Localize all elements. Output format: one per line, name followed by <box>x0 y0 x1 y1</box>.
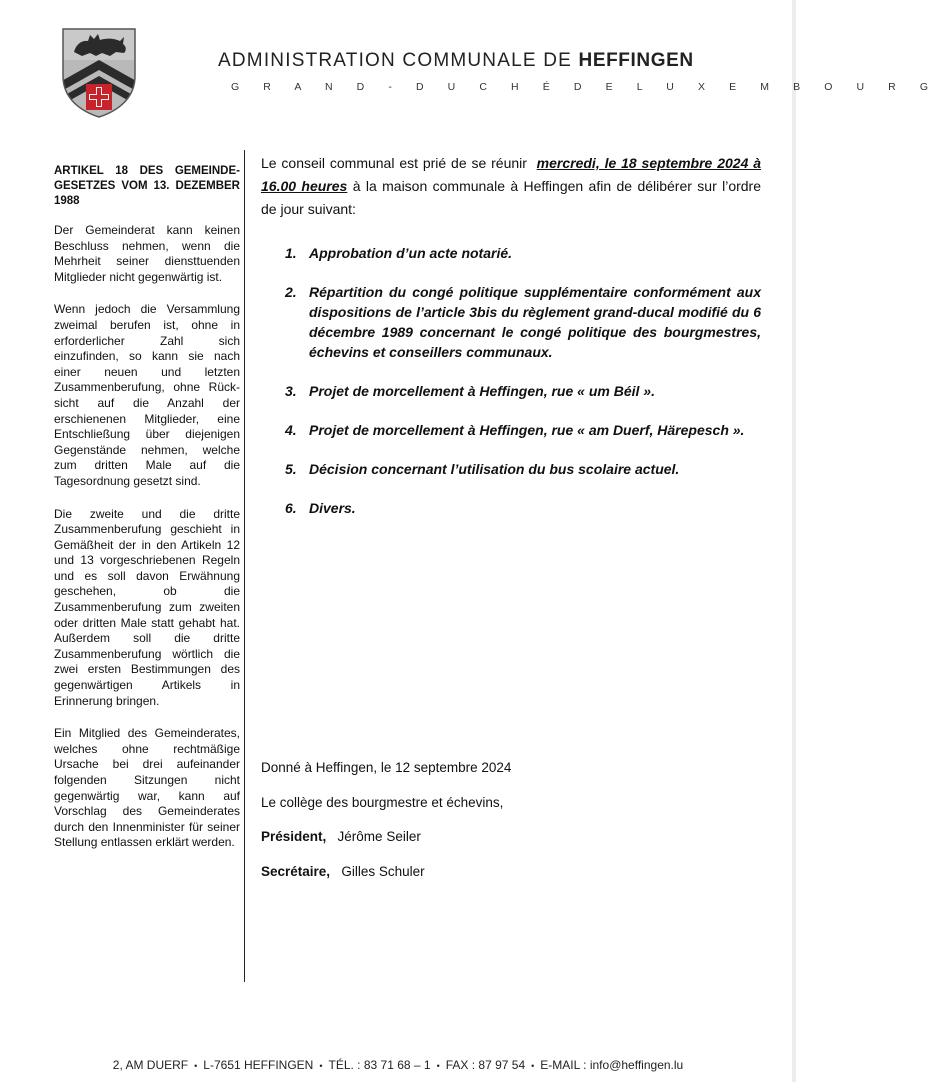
college-line: Le collège des bourgmestre et échevins, <box>261 795 504 810</box>
agenda-item <box>261 459 761 479</box>
sidebar-paragraph: Die zweite und die dritte Zusammenberufung geschieht in Gemäßheit der in den Artikeln 12 und 13 vorgeschriebenen Regeln und es soll davon Erwähnung geschehen, ob die Zusammenberufung zum zweiten oder dritten Male statt gehabt hat. Außerdem soll die dritte Zusammenberufung wörtlich die zwei ersten Bestimmungen des gegenwärtigen Artikels in Erinnerung bringen. <box>54 506 240 708</box>
footer-phone: TÉL. : 83 71 68 – 1 <box>328 1058 431 1072</box>
secretary-label: Secrétaire, <box>261 864 331 879</box>
agenda-item <box>261 420 761 440</box>
agenda-item-text: Répartition du congé politique supplémentaire conformément aux dispositions de l’article 3bis du règlement grand-ducal modifié du 6 décembre 1989 concernant le congé politique des bourgmestres, échevins et conseillers communaux. <box>309 284 761 360</box>
footer-contact <box>0 1058 796 1072</box>
intro-text-before: Le conseil communal est prié de se réunir <box>261 155 527 171</box>
president-label: Président, <box>261 829 327 844</box>
agenda-item <box>261 381 761 401</box>
footer-separator: • <box>436 1061 440 1071</box>
agenda-item-number: 1. <box>285 245 297 261</box>
agenda-item-number: 5. <box>285 461 297 477</box>
agenda-item <box>261 243 761 263</box>
convocation-intro <box>261 152 761 221</box>
sidebar-paragraph: Ein Mitglied des Gemeinderates, welches ohne rechtmäßige Ursache bei drei aufeinander folgenden Sitzungen nicht gegenwärtig war, kann auf Vorschlag des Gemeinderates durch den Innenminister für seiner Stellung entlassen erklärt werden. <box>54 726 240 850</box>
footer-address: 2, AM DUERF <box>112 1058 189 1072</box>
agenda-item-text: Projet de morcellement à Heffingen, rue « am Duerf, Härepesch ». <box>309 422 745 438</box>
legal-sidebar <box>54 164 240 868</box>
footer-separator: • <box>531 1061 535 1071</box>
agenda-item-number: 3. <box>285 383 297 399</box>
secretary-line <box>261 864 425 879</box>
sidebar-heading: ARTIKEL 18 DES GEMEINDE-GESETZES VOM 13. DEZEMBER 1988 <box>54 165 240 207</box>
meeting-date: mercredi, le 18 septembre 2024 à 16.00 heures <box>261 155 762 194</box>
agenda-item-number: 6. <box>285 500 297 516</box>
footer-postal: L-7651 HEFFINGEN <box>203 1058 314 1072</box>
agenda-item <box>261 498 761 518</box>
issue-date-line: Donné à Heffingen, le 12 septembre 2024 <box>261 760 512 775</box>
column-divider <box>244 150 245 982</box>
president-name: Jérôme Seiler <box>337 829 421 844</box>
agenda-item-text: Décision concernant l’utilisation du bus scolaire actuel. <box>309 461 680 477</box>
secretary-name: Gilles Schuler <box>341 864 425 879</box>
footer-separator: • <box>319 1061 323 1071</box>
agenda-item-number: 2. <box>285 284 297 300</box>
footer-email: E-MAIL : info@heffingen.lu <box>540 1058 684 1072</box>
agenda-item-number: 4. <box>285 422 297 438</box>
organization-title <box>218 50 694 72</box>
organization-title-prefix: ADMINISTRATION COMMUNALE DE <box>218 50 579 71</box>
president-line <box>261 829 421 844</box>
sidebar-paragraph: Der Gemeinderat kann keinen Beschluss nehmen, wenn die Mehrheit seiner diensttuenden Mitglieder nicht gegenwärtig ist. <box>54 223 240 284</box>
agenda-item-text: Approbation d’un acte notarié. <box>309 245 513 261</box>
coat-of-arms-icon <box>60 26 138 120</box>
intro-text-after: à la maison communale à Heffingen afin de délibérer sur l’ordre de jour suivant: <box>261 178 762 217</box>
footer-fax: FAX : 87 97 54 <box>445 1058 526 1072</box>
agenda-item-text: Divers. <box>309 500 356 516</box>
page-edge <box>792 0 796 1082</box>
organization-title-municipality: HEFFINGEN <box>578 50 694 71</box>
sidebar-paragraph: Wenn jedoch die Versammlung zweimal berufen ist, ohne in erforderlicher Zahl sich einzufinden, so kann sie nach einer neuen und letzten Zusammenberufung, ohne Rück-sicht auf die Anzahl der erschienenen Mitglieder, eine Entschließung über diejenigen Gegenstände nehmen, welche zum dritten Male auf die Tagesordnung gesetzt sind. <box>54 302 240 488</box>
footer-separator: • <box>194 1061 198 1071</box>
organization-subtitle: G R A N D - D U C H É D E L U X E M B O U R G <box>231 81 939 93</box>
convocation-body <box>261 152 761 537</box>
agenda-item-text: Projet de morcellement à Heffingen, rue « um Béil ». <box>309 383 655 399</box>
agenda-item <box>261 282 761 362</box>
agenda-list <box>261 243 761 518</box>
